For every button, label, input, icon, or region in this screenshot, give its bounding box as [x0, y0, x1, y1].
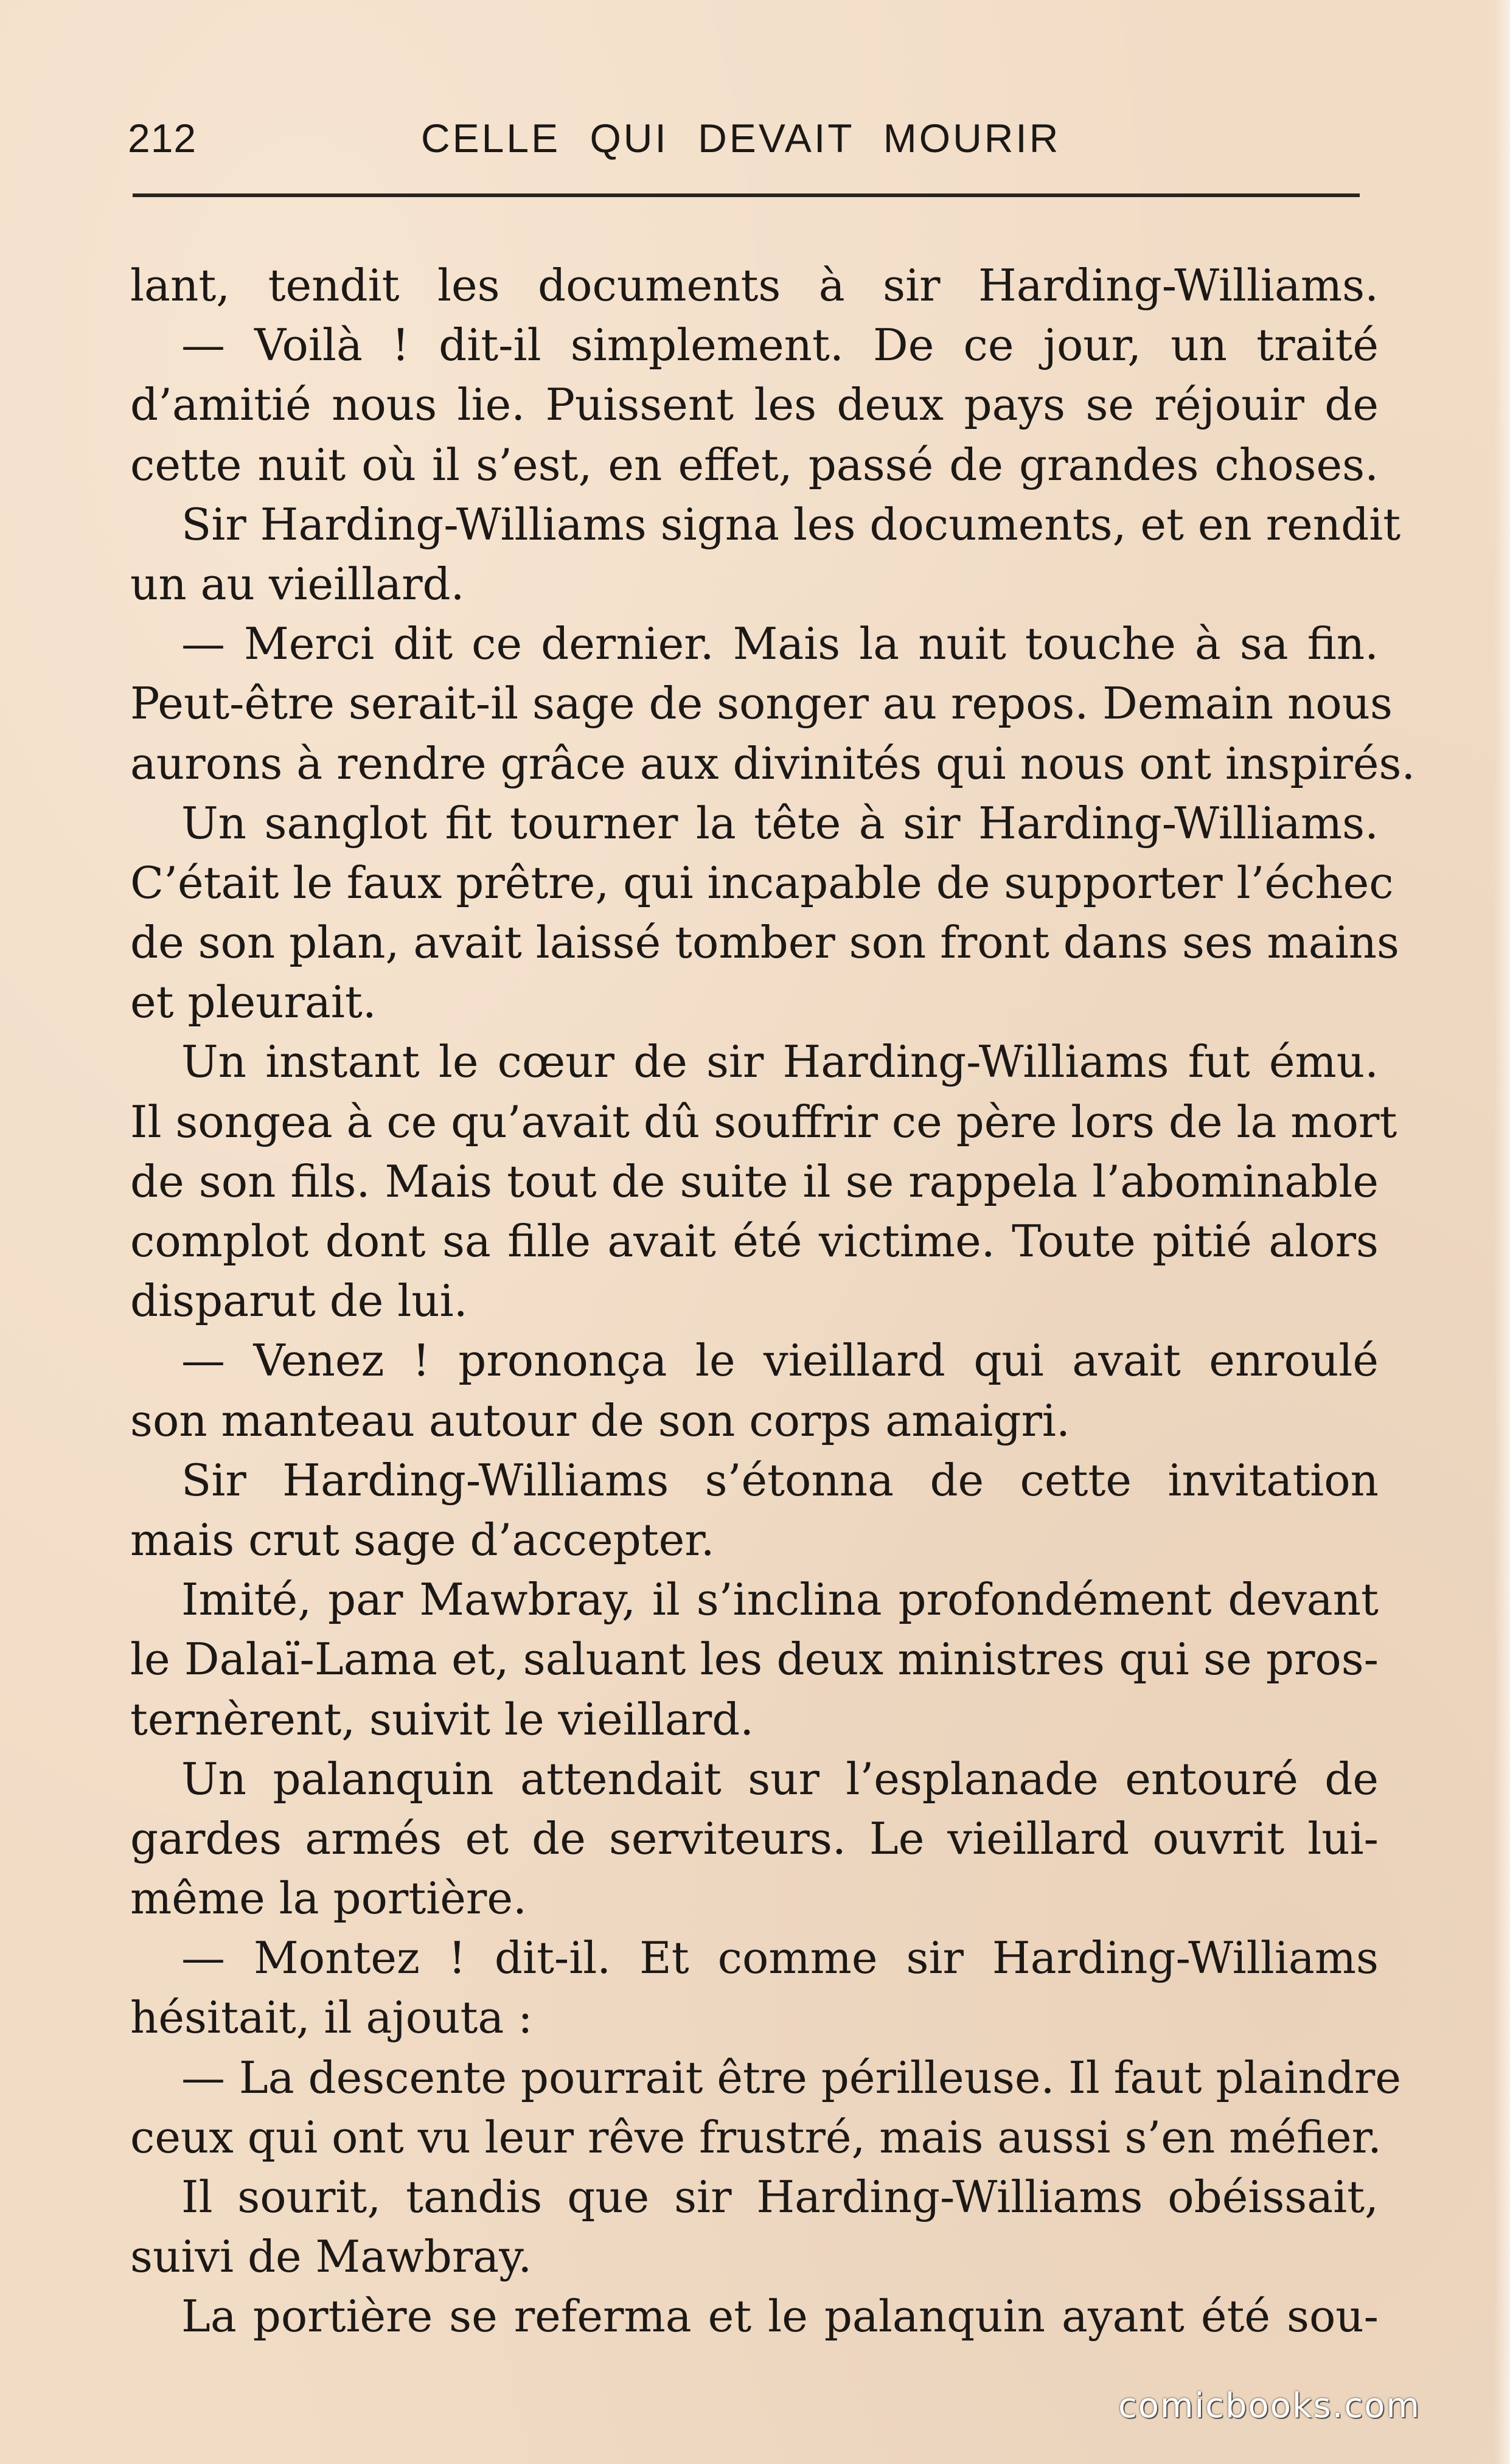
text-line: même la portière. [130, 1873, 527, 1924]
text-line: complot dont sa fille avait été victime. Toute pitié alors [130, 1216, 1379, 1267]
text-line: Sir Harding-Williams signa les documents, et en rendit [181, 498, 1401, 550]
text-line: suivi de Mawbray. [130, 2231, 532, 2283]
text-line: un au vieillard. [130, 558, 465, 610]
text-line: Un palanquin attendait sur l’esplanade entouré de [181, 1753, 1379, 1804]
text-line: Sir Harding-Williams s’étonna de cette invitation [181, 1454, 1379, 1506]
text-line: cette nuit où il s’est, en effet, passé de grandes choses. [130, 439, 1379, 490]
page-edge [1494, 0, 1510, 2464]
body-text [130, 256, 1416, 2347]
text-line: — Merci dit ce dernier. Mais la nuit touche à sa fin. [181, 618, 1379, 670]
text-line: hésitait, il ajouta : [130, 1992, 533, 2044]
page-header [128, 111, 1360, 165]
text-line: — Montez ! dit-il. Et comme sir Harding-Williams [181, 1932, 1379, 1984]
text-line: Il songea à ce qu’avait dû souffrir ce père lors de la mort [130, 1096, 1397, 1147]
text-line: Il sourit, tandis que sir Harding-Williams obéissait, [181, 2171, 1379, 2222]
text-line: et pleurait. [130, 976, 377, 1028]
text-line: C’était le faux prêtre, qui incapable de supporter l’échec [130, 857, 1394, 908]
text-line: aurons à rendre grâce aux divinités qui nous ont inspirés. [130, 737, 1416, 789]
text-line: La portière se referma et le palanquin ayant été sou- [181, 2291, 1379, 2342]
text-line: — Venez ! prononça le vieillard qui avait enroulé [181, 1335, 1379, 1387]
page-number: 212 [128, 116, 197, 161]
running-title: CELLE QUI DEVAIT MOURIR [421, 116, 1061, 161]
header-rule [133, 193, 1360, 197]
text-line: Un instant le cœur de sir Harding-Williams fut ému. [181, 1036, 1379, 1088]
text-line: Imité, par Mawbray, il s’inclina profondément devant [181, 1574, 1379, 1626]
text-line: ternèrent, suivit le vieillard. [130, 1693, 754, 1745]
text-line: Un sanglot fit tourner la tête à sir Harding-Williams. [181, 797, 1379, 849]
text-line: disparut de lui. [130, 1275, 468, 1327]
text-line: — Voilà ! dit-il simplement. De ce jour, un traité [181, 319, 1379, 371]
text-line: ceux qui ont vu leur rêve frustré, mais aussi s’en méfier. [130, 2111, 1382, 2163]
text-line: son manteau autour de son corps amaigri. [130, 1394, 1070, 1446]
text-line: Peut-être serait-il sage de songer au repos. Demain nous [130, 678, 1393, 729]
text-line: d’amitié nous lie. Puissent les deux pays se réjouir de [130, 379, 1379, 431]
text-line: — La descente pourrait être périlleuse. Il faut plaindre [181, 2052, 1401, 2103]
watermark: comicbooks.com [1118, 2386, 1421, 2426]
text-line: gardes armés et de serviteurs. Le vieillard ouvrit lui- [130, 1812, 1379, 1864]
text-line: mais crut sage d’accepter. [130, 1514, 715, 1565]
text-line: le Dalaï-Lama et, saluant les deux ministres qui se pros- [130, 1634, 1379, 1685]
text-line: de son fils. Mais tout de suite il se rappela l’abominable [130, 1155, 1379, 1207]
text-line: de son plan, avait laissé tomber son front dans ses mains [130, 917, 1399, 969]
text-line: lant, tendit les documents à sir Harding-Williams. [130, 260, 1379, 311]
